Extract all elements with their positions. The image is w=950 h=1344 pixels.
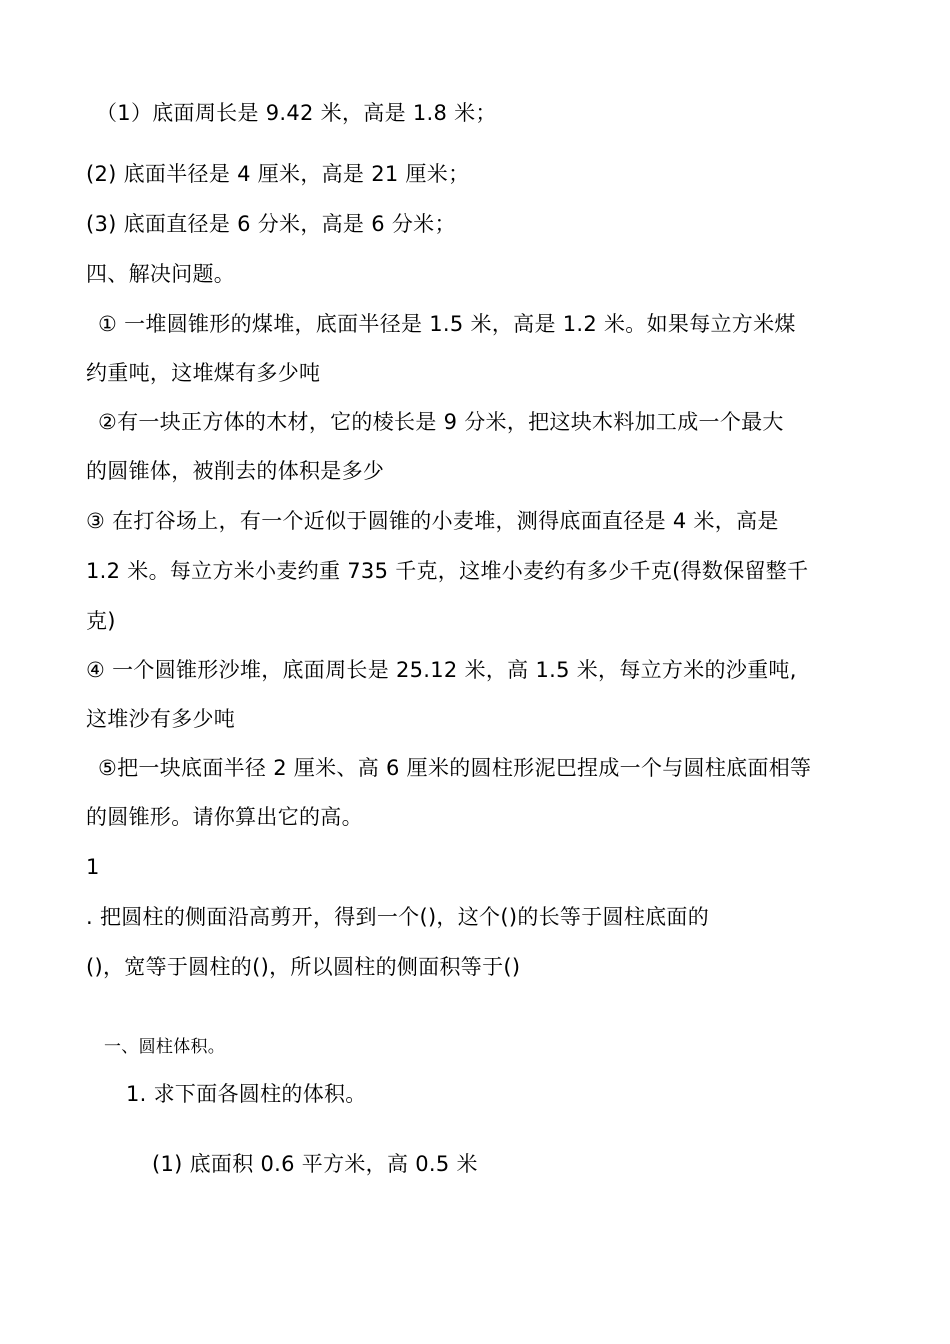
problem-3-line-3: 克)	[86, 609, 116, 633]
problem-4-line-2: 这堆沙有多少吨	[86, 707, 236, 731]
problem-2-line-2: 的圆锥体，被削去的体积是多少	[86, 459, 385, 483]
exercise-1-item-1: (1) 底面积 0.6 平方米，高 0.5 米	[152, 1152, 478, 1176]
problem-3-line-2: 1.2 米。每立方米小麦约重 735 千克，这堆小麦约有多少千克(得数保留整千	[86, 559, 809, 583]
fill-blank-number: 1	[86, 855, 100, 879]
problem-5-line-2: 的圆锥形。请你算出它的高。	[86, 805, 363, 829]
fill-blank-line-1: . 把圆柱的侧面沿高剪开，得到一个()，这个()的长等于圆柱底面的	[86, 905, 710, 929]
problem-3-line-1: ③ 在打谷场上，有一个近似于圆锥的小麦堆，测得底面直径是 4 米，高是	[86, 509, 779, 533]
problem-4-line-1: ④ 一个圆锥形沙堆，底面周长是 25.12 米，高 1.5 米，每立方米的沙重吨,	[86, 658, 797, 682]
section-heading-solve-problems: 四、解决问题。	[86, 262, 236, 286]
problem-1-line-2: 约重吨，这堆煤有多少吨	[86, 361, 321, 385]
problem-5-line-1: ⑤把一块底面半径 2 厘米、高 6 厘米的圆柱形泥巴捏成一个与圆柱底面相等	[98, 756, 812, 780]
question-1-3: (3) 底面直径是 6 分米，高是 6 分米；	[86, 212, 456, 236]
section-heading-cylinder-volume: 一、圆柱体积。	[104, 1037, 226, 1057]
problem-1-line-1: ① 一堆圆锥形的煤堆，底面半径是 1.5 米，高是 1.2 米。如果每立方米煤	[98, 312, 796, 336]
problem-2-line-1: ②有一块正方体的木材，它的棱长是 9 分米，把这块木料加工成一个最大	[98, 410, 784, 434]
exercise-1-heading: 1. 求下面各圆柱的体积。	[126, 1082, 367, 1106]
fill-blank-line-2: ()，宽等于圆柱的()，所以圆柱的侧面积等于()	[86, 955, 521, 979]
question-1-1: （1）底面周长是 9.42 米，高是 1.8 米；	[96, 101, 497, 125]
question-1-2: (2) 底面半径是 4 厘米，高是 21 厘米；	[86, 162, 470, 186]
